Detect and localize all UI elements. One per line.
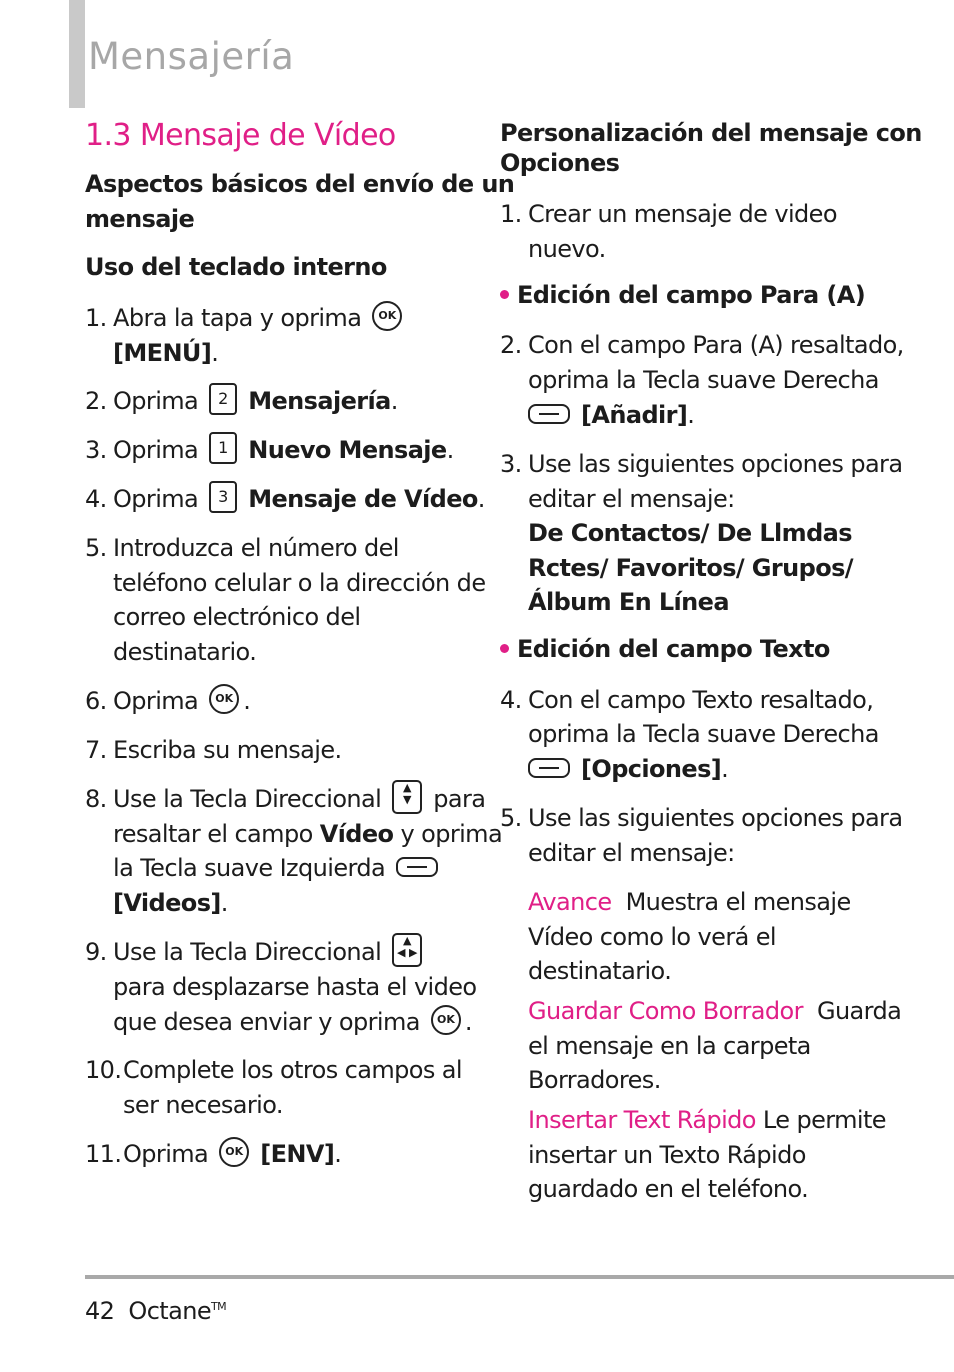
step-6: 6. Oprima OK . bbox=[85, 684, 250, 719]
step-4: 4. Oprima 3 Mensaje de Vídeo. bbox=[85, 482, 485, 517]
option-preview-line2: Vídeo como lo verá el bbox=[528, 923, 776, 951]
option-save-draft-line2: el mensaje en la carpeta bbox=[528, 1032, 811, 1060]
rstep-3-line3: De Contactos/ De Llmdas bbox=[528, 519, 852, 547]
option-save-draft: Guardar Como Borrador Guarda bbox=[528, 997, 902, 1025]
subheading-options: Personalización del mensaje con bbox=[500, 119, 922, 147]
rstep-2-line2: oprima la Tecla suave Derecha bbox=[528, 366, 879, 394]
ok-key-icon: OK bbox=[209, 684, 239, 714]
subheading-basics-2: mensaje bbox=[85, 205, 195, 233]
page-number: 42 bbox=[85, 1297, 115, 1325]
step-1-cont: [MENÚ]. bbox=[113, 339, 219, 367]
rstep-1: 1. Crear un mensaje de video bbox=[500, 200, 837, 228]
option-save-draft-line3: Borradores. bbox=[528, 1066, 661, 1094]
rstep-2-line3: [Añadir]. bbox=[500, 398, 694, 433]
right-soft-key-icon bbox=[528, 404, 570, 424]
step-10-line2: ser necesario. bbox=[123, 1091, 283, 1119]
rstep-4-line2: oprima la Tecla suave Derecha bbox=[528, 720, 879, 748]
option-quick-text-line3: guardado en el teléfono. bbox=[528, 1175, 809, 1203]
key-2-icon: 2 bbox=[209, 383, 237, 415]
step-11: 11.Oprima OK [ENV]. bbox=[85, 1137, 341, 1172]
directional-key-updown-icon: ▲ ▼ bbox=[392, 780, 422, 814]
footer bbox=[85, 1290, 226, 1328]
rstep-3-line4: Rctes/ Favoritos/ Grupos/ bbox=[528, 554, 853, 582]
step-1: 1. Abra la tapa y oprima OK bbox=[85, 301, 406, 336]
key-1-icon: 1 bbox=[209, 432, 237, 464]
rstep-3: 3. Use las siguientes opciones para bbox=[500, 450, 903, 478]
rstep-4: 4. Con el campo Texto resaltado, bbox=[500, 686, 874, 714]
option-preview: Avance Muestra el mensaje bbox=[528, 888, 851, 916]
step-5-line4: destinatario. bbox=[113, 638, 257, 666]
header-bar bbox=[69, 0, 85, 108]
bullet-icon bbox=[500, 644, 509, 653]
step-9: 9. Use la Tecla Direccional ▲ ◀ ▶ bbox=[85, 935, 426, 970]
step-2: 2. Oprima 2 Mensajería. bbox=[85, 384, 398, 419]
ok-key-icon: OK bbox=[431, 1005, 461, 1035]
subheading-basics: Aspectos básicos del envío de un bbox=[85, 170, 515, 198]
step-10: 10.Complete los otros campos al bbox=[85, 1056, 462, 1084]
product-name: Octane bbox=[128, 1297, 211, 1325]
rstep-2: 2. Con el campo Para (A) resaltado, bbox=[500, 331, 904, 359]
option-quick-text-line2: insertar un Texto Rápido bbox=[528, 1141, 806, 1169]
rstep-1-line2: nuevo. bbox=[528, 235, 606, 263]
step-7: 7. Escriba su mensaje. bbox=[85, 736, 342, 764]
section-title: 1.3 Mensaje de Vídeo bbox=[85, 118, 396, 153]
step-9-line2: para desplazarse hasta el video bbox=[113, 973, 477, 1001]
subheading-options-2: Opciones bbox=[500, 149, 620, 177]
rstep-4-line3: [Opciones]. bbox=[500, 752, 728, 787]
footer-rule bbox=[85, 1275, 954, 1279]
step-5-line3: correo electrónico del bbox=[113, 603, 361, 631]
step-8-line2: resaltar el campo Vídeo y oprima bbox=[113, 820, 503, 848]
left-soft-key-icon bbox=[396, 857, 438, 877]
directional-key-icon: ▲ ◀ ▶ bbox=[392, 933, 422, 967]
step-8: 8. Use la Tecla Direccional ▲ ▼ para bbox=[85, 781, 486, 813]
step-8-line4: [Videos]. bbox=[113, 889, 228, 917]
step-3: 3. Oprima 1 Nuevo Mensaje. bbox=[85, 433, 454, 468]
key-3-icon: 3 bbox=[209, 481, 237, 513]
page-title: Mensajería bbox=[88, 35, 295, 78]
step-5: 5. Introduzca el número del bbox=[85, 534, 399, 562]
trademark: TM bbox=[211, 1300, 227, 1313]
rstep-3-line5: Álbum En Línea bbox=[528, 588, 729, 616]
bullet-icon bbox=[500, 290, 509, 299]
ok-key-icon: OK bbox=[219, 1137, 249, 1167]
rstep-5-line2: editar el mensaje: bbox=[528, 839, 735, 867]
rstep-3-line2: editar el mensaje: bbox=[528, 485, 735, 513]
step-5-line2: teléfono celular o la dirección de bbox=[113, 569, 486, 597]
step-9-line3: que desea enviar y oprima OK . bbox=[85, 1005, 472, 1040]
right-soft-key-icon bbox=[528, 758, 570, 778]
bullet-to-field: Edición del campo Para (A) bbox=[500, 278, 865, 313]
rstep-5: 5. Use las siguientes opciones para bbox=[500, 804, 903, 832]
subheading-keypad: Uso del teclado interno bbox=[85, 253, 387, 281]
option-quick-text: Insertar Text Rápido Le permite bbox=[528, 1106, 886, 1134]
option-preview-line3: destinatario. bbox=[528, 957, 672, 985]
step-8-line3: la Tecla suave Izquierda bbox=[85, 851, 442, 886]
bullet-text-field: Edición del campo Texto bbox=[500, 632, 830, 667]
ok-key-icon: OK bbox=[372, 301, 402, 331]
